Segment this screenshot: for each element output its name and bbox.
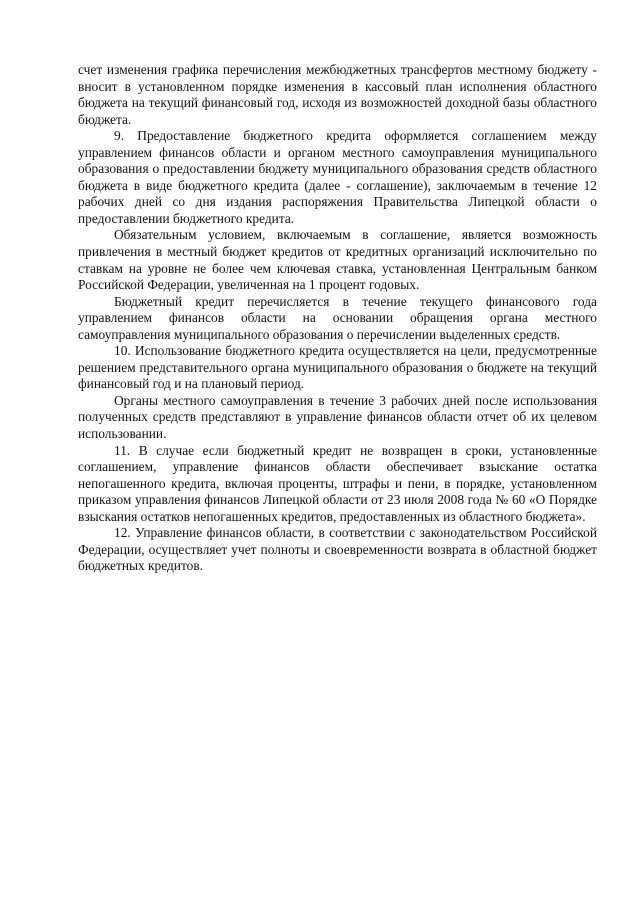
paragraph-usage-report: Органы местного самоуправления в течение 3 рабочих дней после использования полученных средств представляют в управление финансов области отчет об их целевом использовании. — [78, 392, 597, 442]
paragraph-item-9: 9. Предоставление бюджетного кредита оформляется соглашением между управлением финансов области и органом местного самоуправления муниципального образования о предоставлении бюджету муниципального образования средств областного бюджета в виде бюджетного кредита (далее - соглашение), заключаемым в течение 12 рабочих дней со дня издания распоряжения Правительства Липецкой области о предоставлении бюджетного кредита. — [78, 128, 597, 226]
paragraph-credit-transfer: Бюджетный кредит перечисляется в течение текущего финансового года управлением финансов области на основании обращения органа местного самоуправления муниципального образования о перечислении выделенных средств. — [78, 293, 597, 342]
paragraph-item-11: 11. В случае если бюджетный кредит не возвращен в сроки, установленные соглашением, управление финансов области обеспечивает взыскание остатка непогашенного кредита, включая проценты, штрафы и пени, в порядке, установленном приказом управления финансов Липецкой области от 23 июля 2008 года № 60 «О Порядке взыскания остатков непогашенных кредитов, предоставленных из областного бюджета». — [78, 442, 597, 524]
document-page — [78, 62, 597, 575]
paragraph-item-10: 10. Использование бюджетного кредита осуществляется на цели, предусмотренные решением представительного органа муниципального образования о бюджете на текущий финансовый год и на плановый период. — [78, 343, 597, 392]
paragraph-item-12: 12. Управление финансов области, в соответствии с законодательством Российской Федерации, осуществляет учет полноты и своевременности возврата в областной бюджет бюджетных кредитов. — [78, 525, 597, 574]
paragraph-mandatory-condition: Обязательным условием, включаемым в соглашение, является возможность привлечения в местный бюджет кредитов от кредитных организаций исключительно по ставкам на уровне не более чем ключевая ставка, установленная Центральным банком Российской Федерации, увеличенная на 1 процент годовых. — [78, 227, 597, 293]
paragraph-continuation: счет изменения графика перечисления межбюджетных трансфертов местному бюджету - вносит в установленном порядке изменения в кассовый план исполнения областного бюджета на текущий финансовый год, исходя из возможностей доходной базы областного бюджета. — [78, 62, 597, 127]
